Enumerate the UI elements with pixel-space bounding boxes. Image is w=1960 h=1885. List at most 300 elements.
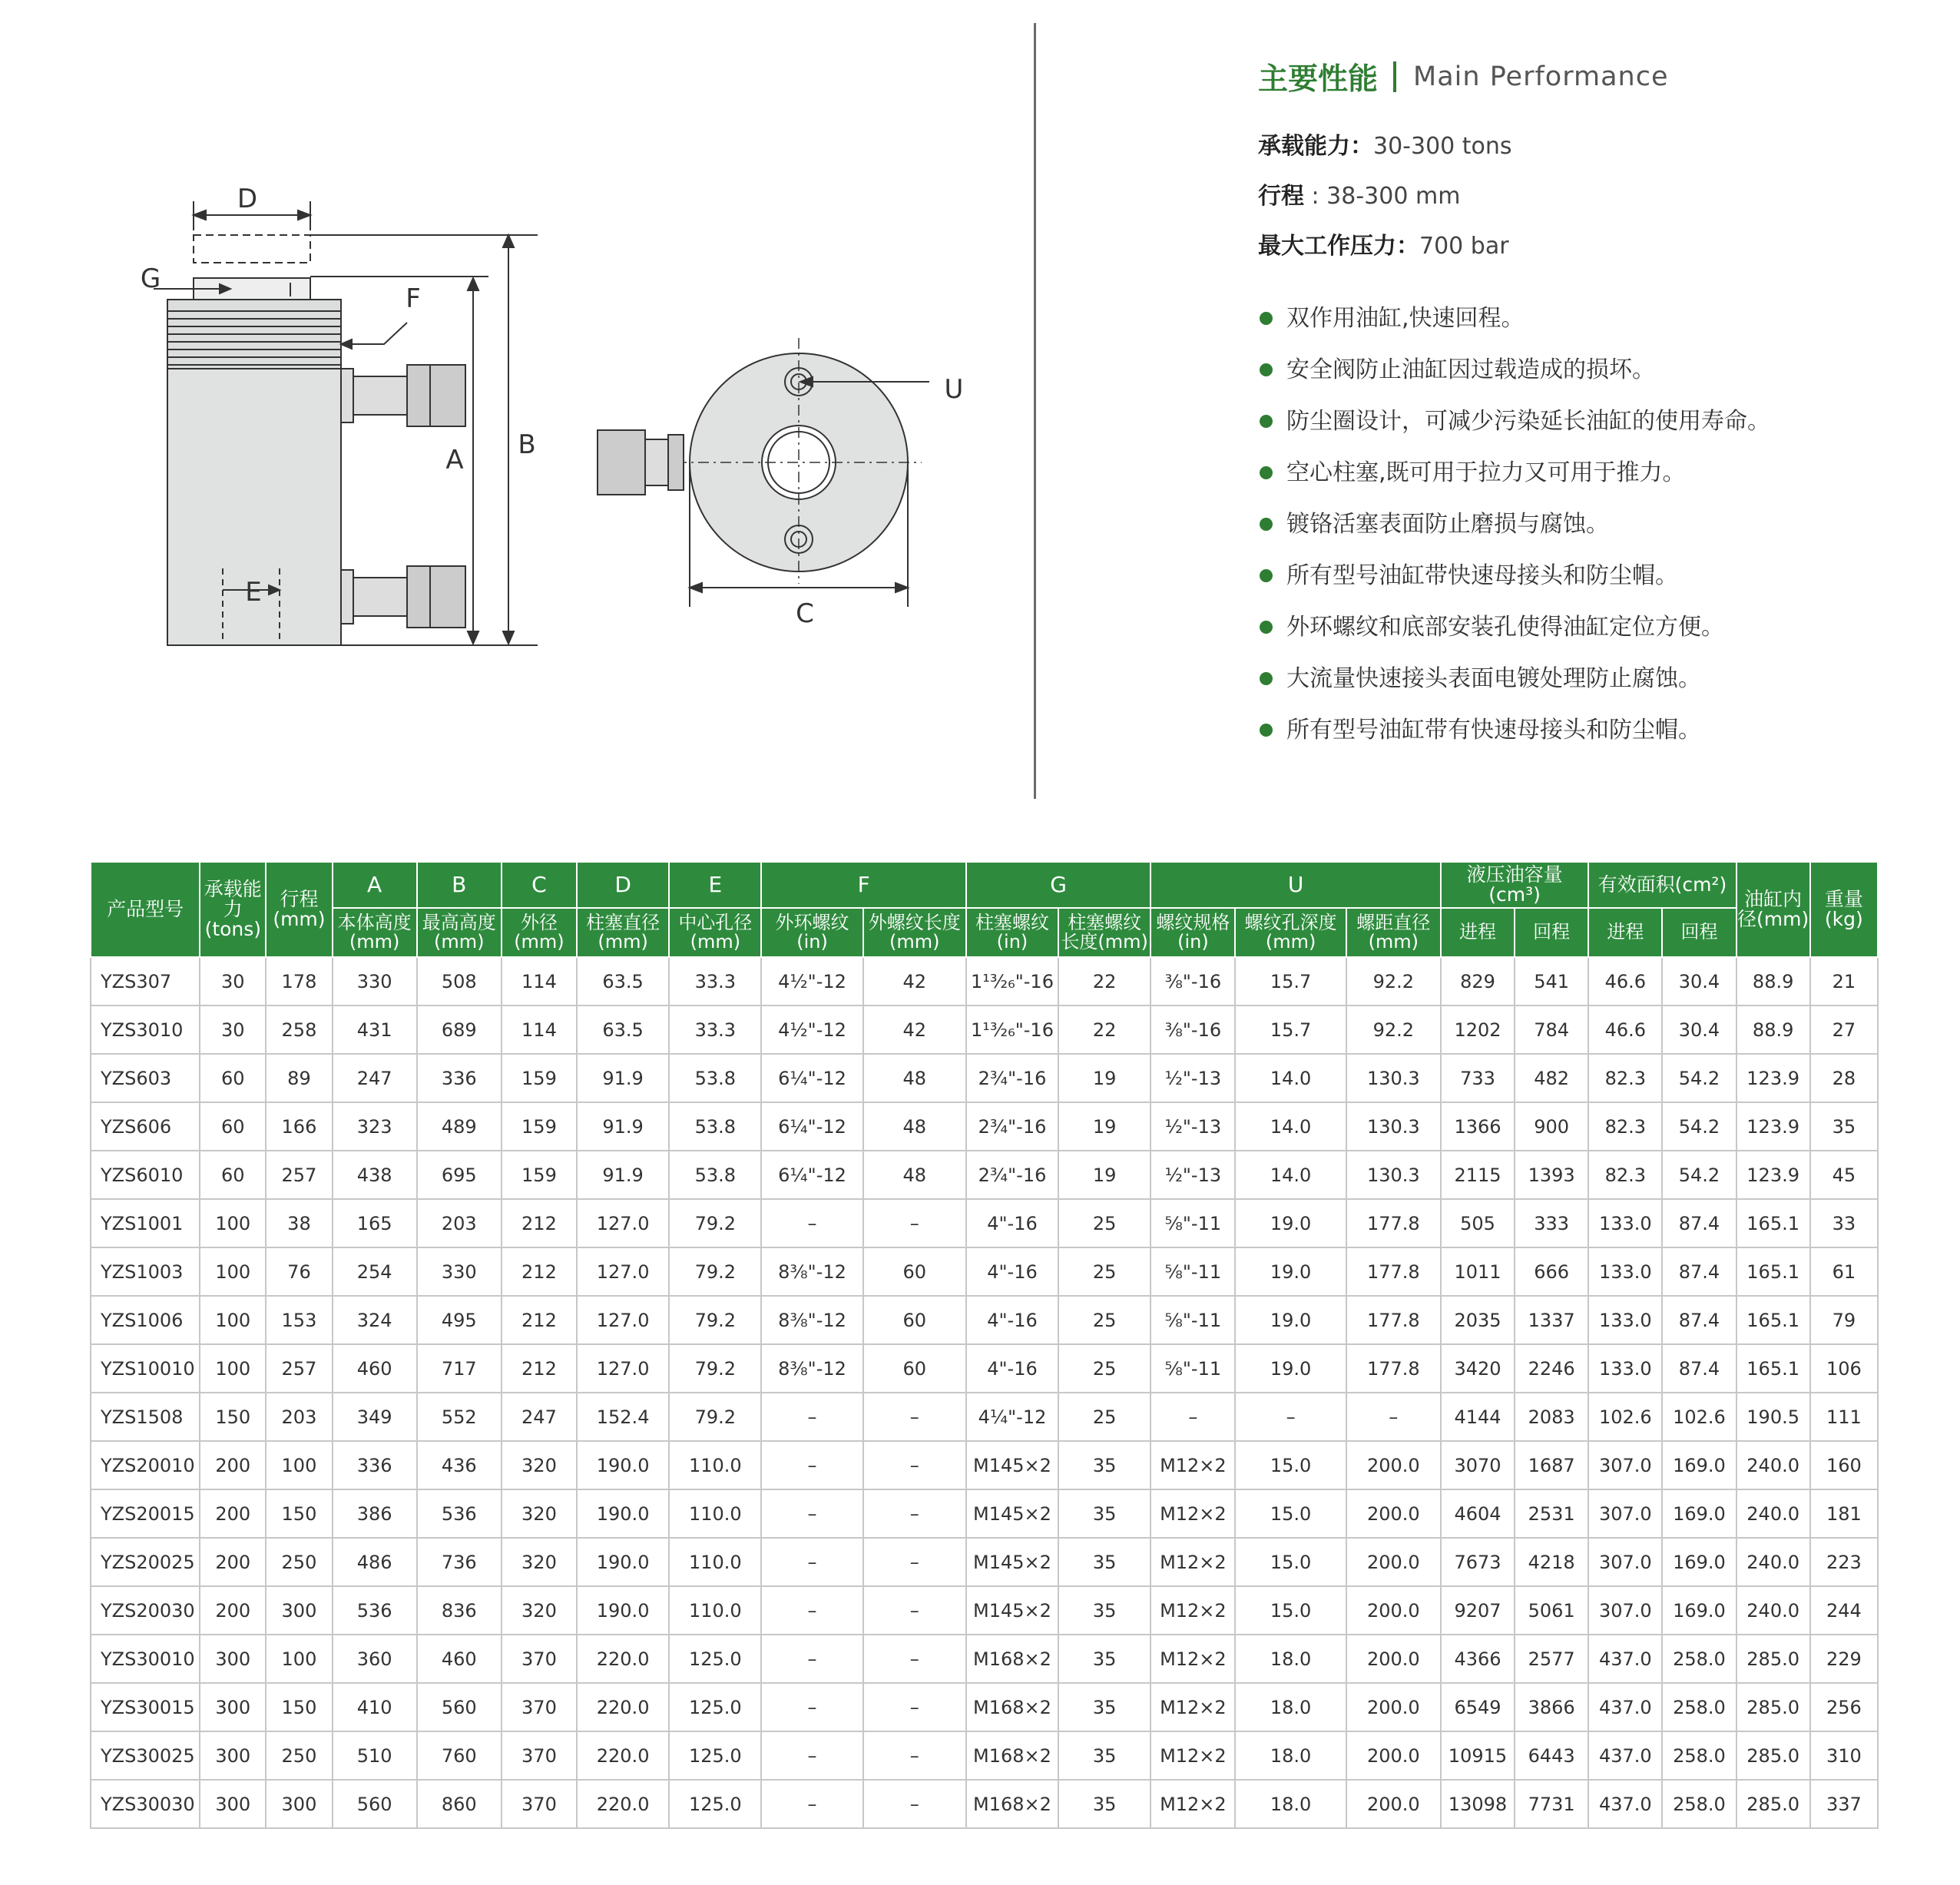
table-cell: 79.2: [669, 1247, 761, 1296]
table-cell: 240.0: [1737, 1586, 1810, 1635]
feature-text: 安全阀防止油缸因过载造成的损坏。: [1286, 356, 1655, 383]
table-cell: 3420: [1441, 1344, 1515, 1393]
table-cell: M145×2: [966, 1489, 1058, 1538]
subheader-area-advance: 进程: [1588, 908, 1662, 957]
table-cell: 106: [1810, 1344, 1878, 1393]
table-cell: 220.0: [577, 1731, 669, 1780]
table-cell: 45: [1810, 1151, 1878, 1199]
table-cell: –: [863, 1199, 966, 1247]
table-cell: –: [863, 1586, 966, 1635]
subheader-u2: 螺纹孔深度(mm): [1235, 908, 1346, 957]
table-cell: 4144: [1441, 1393, 1515, 1441]
table-cell: 30.4: [1662, 957, 1736, 1005]
table-cell: 35: [1058, 1780, 1151, 1828]
table-cell: 100: [200, 1296, 266, 1344]
bullet-icon: [1260, 672, 1273, 685]
label-u: U: [944, 374, 964, 405]
spec-label: 承载能力：: [1258, 133, 1373, 160]
table-cell: M168×2: [966, 1635, 1058, 1683]
table-cell: 127.0: [577, 1344, 669, 1393]
table-cell: 258.0: [1662, 1683, 1736, 1731]
table-cell: 320: [502, 1441, 577, 1489]
table-cell: 370: [502, 1731, 577, 1780]
bullet-icon: [1260, 363, 1273, 376]
table-cell: –: [761, 1393, 862, 1441]
feature-text: 防尘圈设计，可减少污染延长油缸的使用寿命。: [1286, 408, 1770, 435]
table-cell: 436: [417, 1441, 502, 1489]
table-cell: ½"-13: [1151, 1102, 1235, 1151]
spec-stroke: [1258, 171, 1934, 221]
table-cell: 79: [1810, 1296, 1878, 1344]
table-cell: 200.0: [1346, 1683, 1441, 1731]
table-cell: 177.8: [1346, 1344, 1441, 1393]
table-cell: 48: [863, 1151, 966, 1199]
table-cell: 536: [417, 1489, 502, 1538]
table-cell: 4½"-12: [761, 957, 862, 1005]
table-row: [91, 1151, 1878, 1199]
table-cell: 133.0: [1588, 1247, 1662, 1296]
table-cell: 33: [1810, 1199, 1878, 1247]
table-cell: 437.0: [1588, 1780, 1662, 1828]
table-cell: 190.0: [577, 1489, 669, 1538]
table-cell: 35: [1058, 1731, 1151, 1780]
table-cell: 285.0: [1737, 1780, 1810, 1828]
header-e: E: [669, 862, 761, 908]
table-cell: 247: [333, 1054, 417, 1102]
table-cell: –: [863, 1538, 966, 1586]
table-cell: –: [863, 1635, 966, 1683]
table-cell: 212: [502, 1247, 577, 1296]
table-cell: 300: [266, 1586, 332, 1635]
table-cell: –: [761, 1731, 862, 1780]
table-cell: –: [761, 1538, 862, 1586]
table-cell: 53.8: [669, 1151, 761, 1199]
table-cell: 30: [200, 1005, 266, 1054]
table-cell: 100: [200, 1344, 266, 1393]
table-cell: 200: [200, 1489, 266, 1538]
table-cell: 79.2: [669, 1344, 761, 1393]
table-cell: M145×2: [966, 1586, 1058, 1635]
table-cell: 123.9: [1737, 1151, 1810, 1199]
table-cell: 4"-16: [966, 1344, 1058, 1393]
table-cell: 35: [1058, 1538, 1151, 1586]
subheader-b: 最高高度(mm): [417, 908, 502, 957]
table-cell: 169.0: [1662, 1441, 1736, 1489]
table-cell: 229: [1810, 1635, 1878, 1683]
table-cell: 18.0: [1235, 1780, 1346, 1828]
table-cell: 177.8: [1346, 1296, 1441, 1344]
table-cell: 19: [1058, 1151, 1151, 1199]
table-cell: 35: [1058, 1683, 1151, 1731]
model-cell: YZS307: [91, 957, 200, 1005]
table-cell: 300: [200, 1683, 266, 1731]
table-cell: 190.5: [1737, 1393, 1810, 1441]
spec-capacity: [1258, 121, 1934, 171]
table-cell: 717: [417, 1344, 502, 1393]
table-cell: 125.0: [669, 1635, 761, 1683]
header-d: D: [577, 862, 669, 908]
table-cell: ⅜"-16: [1151, 1005, 1235, 1054]
table-cell: ⅝"-11: [1151, 1199, 1235, 1247]
model-cell: YZS20010: [91, 1441, 200, 1489]
table-cell: 91.9: [577, 1151, 669, 1199]
table-cell: 60: [200, 1102, 266, 1151]
table-cell: 254: [333, 1247, 417, 1296]
table-row: [91, 1538, 1878, 1586]
table-cell: 6¼"-12: [761, 1151, 862, 1199]
table-cell: 54.2: [1662, 1102, 1736, 1151]
table-cell: 2531: [1515, 1489, 1588, 1538]
feature-list: [1258, 293, 1934, 756]
table-cell: 2083: [1515, 1393, 1588, 1441]
table-cell: 165.1: [1737, 1296, 1810, 1344]
table-cell: 437.0: [1588, 1683, 1662, 1731]
table-cell: M145×2: [966, 1441, 1058, 1489]
table-cell: 337: [1810, 1780, 1878, 1828]
table-cell: 733: [1441, 1054, 1515, 1102]
table-cell: 91.9: [577, 1054, 669, 1102]
model-cell: YZS1006: [91, 1296, 200, 1344]
table-cell: 307.0: [1588, 1489, 1662, 1538]
table-cell: 1011: [1441, 1247, 1515, 1296]
table-cell: 2³⁄₄"-16: [966, 1102, 1058, 1151]
label-g: G: [140, 263, 161, 294]
table-cell: 784: [1515, 1005, 1588, 1054]
table-cell: 330: [333, 957, 417, 1005]
table-cell: 100: [200, 1247, 266, 1296]
table-cell: 1366: [1441, 1102, 1515, 1151]
table-cell: 82.3: [1588, 1054, 1662, 1102]
table-cell: ⅝"-11: [1151, 1344, 1235, 1393]
table-cell: 25: [1058, 1393, 1151, 1441]
table-cell: 89: [266, 1054, 332, 1102]
table-cell: 552: [417, 1393, 502, 1441]
table-cell: 60: [863, 1344, 966, 1393]
feature-text: 空心柱塞,既可用于拉力又可用于推力。: [1286, 459, 1686, 486]
table-cell: 220.0: [577, 1635, 669, 1683]
feature-text: 所有型号油缸带有快速母接头和防尘帽。: [1286, 717, 1701, 744]
table-cell: 125.0: [669, 1780, 761, 1828]
table-cell: 324: [333, 1296, 417, 1344]
table-cell: 61: [1810, 1247, 1878, 1296]
subheader-f1: 外环螺纹(in): [761, 908, 862, 957]
table-cell: –: [1346, 1393, 1441, 1441]
header-g: G: [966, 862, 1151, 908]
table-cell: 736: [417, 1538, 502, 1586]
table-cell: 2115: [1441, 1151, 1515, 1199]
table-cell: 247: [502, 1393, 577, 1441]
table-cell: –: [863, 1731, 966, 1780]
table-cell: 190.0: [577, 1441, 669, 1489]
table-cell: M168×2: [966, 1731, 1058, 1780]
table-cell: 28: [1810, 1054, 1878, 1102]
table-cell: ⅝"-11: [1151, 1247, 1235, 1296]
table-cell: –: [863, 1683, 966, 1731]
table-cell: 349: [333, 1393, 417, 1441]
cylinder-dimension-diagram: [0, 0, 1021, 768]
table-cell: 240.0: [1737, 1538, 1810, 1586]
table-cell: ⅝"-11: [1151, 1296, 1235, 1344]
table-cell: M145×2: [966, 1538, 1058, 1586]
table-cell: 25: [1058, 1344, 1151, 1393]
table-cell: 30: [200, 957, 266, 1005]
table-cell: 92.2: [1346, 957, 1441, 1005]
subheader-area-return: 回程: [1662, 908, 1736, 957]
table-cell: 165: [333, 1199, 417, 1247]
table-row: [91, 1586, 1878, 1635]
table-cell: 220.0: [577, 1683, 669, 1731]
feature-item: [1258, 550, 1934, 601]
table-cell: 4½"-12: [761, 1005, 862, 1054]
table-cell: 256: [1810, 1683, 1878, 1731]
table-cell: 33.3: [669, 957, 761, 1005]
table-cell: 79.2: [669, 1199, 761, 1247]
table-cell: 25: [1058, 1296, 1151, 1344]
table-cell: 2³⁄₄"-16: [966, 1151, 1058, 1199]
vertical-divider: [1034, 23, 1036, 799]
table-cell: 495: [417, 1296, 502, 1344]
table-cell: 560: [417, 1683, 502, 1731]
table-cell: 152.4: [577, 1393, 669, 1441]
table-cell: 244: [1810, 1586, 1878, 1635]
table-cell: 250: [266, 1538, 332, 1586]
subheader-f2: 外螺纹长度(mm): [863, 908, 966, 957]
spec-pressure: [1258, 221, 1934, 271]
table-cell: 438: [333, 1151, 417, 1199]
table-cell: 431: [333, 1005, 417, 1054]
header-u: U: [1151, 862, 1441, 908]
table-row: [91, 957, 1878, 1005]
table-cell: ½"-13: [1151, 1151, 1235, 1199]
bullet-icon: [1260, 312, 1273, 325]
table-cell: 200.0: [1346, 1586, 1441, 1635]
header-effective-area: 有效面积(cm²): [1588, 862, 1736, 908]
table-cell: –: [1151, 1393, 1235, 1441]
header-model: 产品型号: [91, 862, 200, 957]
table-cell: 18.0: [1235, 1683, 1346, 1731]
table-cell: 88.9: [1737, 957, 1810, 1005]
table-cell: 133.0: [1588, 1344, 1662, 1393]
table-cell: 333: [1515, 1199, 1588, 1247]
table-cell: 6¼"-12: [761, 1102, 862, 1151]
table-cell: 6443: [1515, 1731, 1588, 1780]
table-cell: M12×2: [1151, 1635, 1235, 1683]
table-cell: 110.0: [669, 1538, 761, 1586]
table-cell: 35: [1058, 1489, 1151, 1538]
table-cell: 169.0: [1662, 1538, 1736, 1586]
table-cell: 2035: [1441, 1296, 1515, 1344]
table-cell: 212: [502, 1199, 577, 1247]
table-cell: 159: [502, 1054, 577, 1102]
table-cell: 33.3: [669, 1005, 761, 1054]
spec-value: : 38-300 mm: [1304, 183, 1461, 210]
table-row: [91, 1199, 1878, 1247]
table-cell: 111: [1810, 1393, 1878, 1441]
table-row: [91, 1393, 1878, 1441]
table-cell: 169.0: [1662, 1586, 1736, 1635]
table-cell: –: [863, 1393, 966, 1441]
table-cell: 48: [863, 1054, 966, 1102]
table-cell: 160: [1810, 1441, 1878, 1489]
table-cell: 150: [200, 1393, 266, 1441]
table-cell: –: [761, 1780, 862, 1828]
table-cell: 510: [333, 1731, 417, 1780]
table-cell: 133.0: [1588, 1199, 1662, 1247]
table-cell: 35: [1810, 1102, 1878, 1151]
subheader-oil-return: 回程: [1515, 908, 1588, 957]
feature-text: 所有型号油缸带快速母接头和防尘帽。: [1286, 562, 1678, 589]
table-cell: 489: [417, 1102, 502, 1151]
table-cell: 14.0: [1235, 1151, 1346, 1199]
feature-item: [1258, 447, 1934, 499]
table-cell: 320: [502, 1586, 577, 1635]
table-cell: 165.1: [1737, 1199, 1810, 1247]
bullet-icon: [1260, 518, 1273, 531]
model-cell: YZS30010: [91, 1635, 200, 1683]
table-cell: 1¹³⁄₂₆"-16: [966, 957, 1058, 1005]
table-cell: 110.0: [669, 1441, 761, 1489]
model-cell: YZS1001: [91, 1199, 200, 1247]
table-cell: –: [1235, 1393, 1346, 1441]
table-cell: 200.0: [1346, 1780, 1441, 1828]
table-cell: 695: [417, 1151, 502, 1199]
model-cell: YZS20025: [91, 1538, 200, 1586]
table-cell: 1393: [1515, 1151, 1588, 1199]
feature-item: [1258, 704, 1934, 756]
table-cell: 60: [863, 1296, 966, 1344]
header-a: A: [333, 862, 417, 908]
table-cell: 203: [417, 1199, 502, 1247]
table-cell: 22: [1058, 957, 1151, 1005]
table-cell: 87.4: [1662, 1247, 1736, 1296]
table-cell: 7731: [1515, 1780, 1588, 1828]
feature-text: 镀铬活塞表面防止磨损与腐蚀。: [1286, 511, 1609, 538]
table-cell: 4¹⁄₄"-12: [966, 1393, 1058, 1441]
bullet-icon: [1260, 466, 1273, 479]
table-cell: 30.4: [1662, 1005, 1736, 1054]
table-cell: 25: [1058, 1247, 1151, 1296]
table-cell: 460: [333, 1344, 417, 1393]
table-cell: 165.1: [1737, 1344, 1810, 1393]
table-cell: 19.0: [1235, 1199, 1346, 1247]
header-f: F: [761, 862, 965, 908]
table-row: [91, 1005, 1878, 1054]
table-cell: 14.0: [1235, 1054, 1346, 1102]
table-cell: 285.0: [1737, 1683, 1810, 1731]
table-cell: –: [863, 1441, 966, 1489]
table-cell: 165.1: [1737, 1247, 1810, 1296]
table-cell: 200: [200, 1586, 266, 1635]
table-cell: 505: [1441, 1199, 1515, 1247]
model-cell: YZS10010: [91, 1344, 200, 1393]
table-cell: 320: [502, 1538, 577, 1586]
table-cell: 560: [333, 1780, 417, 1828]
table-cell: 15.7: [1235, 1005, 1346, 1054]
table-cell: –: [761, 1586, 862, 1635]
table-cell: 87.4: [1662, 1296, 1736, 1344]
table-cell: 87.4: [1662, 1199, 1736, 1247]
subheader-u1: 螺纹规格(in): [1151, 908, 1235, 957]
table-cell: 240.0: [1737, 1441, 1810, 1489]
table-cell: 2577: [1515, 1635, 1588, 1683]
table-cell: 836: [417, 1586, 502, 1635]
table-cell: 46.6: [1588, 1005, 1662, 1054]
table-cell: 15.0: [1235, 1538, 1346, 1586]
table-cell: 7673: [1441, 1538, 1515, 1586]
header-stroke: 行程(mm): [266, 862, 332, 957]
table-cell: 460: [417, 1635, 502, 1683]
table-cell: 220.0: [577, 1780, 669, 1828]
header-capacity: 承载能力(tons): [200, 862, 266, 957]
table-cell: 258.0: [1662, 1731, 1736, 1780]
feature-text: 大流量快速接头表面电镀处理防止腐蚀。: [1286, 665, 1701, 692]
table-cell: 130.3: [1346, 1102, 1441, 1151]
table-cell: 130.3: [1346, 1151, 1441, 1199]
table-cell: 123.9: [1737, 1054, 1810, 1102]
table-cell: 35: [1058, 1586, 1151, 1635]
table-cell: 285.0: [1737, 1731, 1810, 1780]
table-cell: 323: [333, 1102, 417, 1151]
table-cell: 285.0: [1737, 1635, 1810, 1683]
table-cell: 18.0: [1235, 1635, 1346, 1683]
title-zh: 主要性能: [1258, 62, 1379, 97]
table-cell: 159: [502, 1151, 577, 1199]
bullet-icon: [1260, 621, 1273, 634]
table-cell: –: [761, 1683, 862, 1731]
table-cell: 5061: [1515, 1586, 1588, 1635]
spec-value: 30-300 tons: [1373, 133, 1512, 160]
table-cell: 177.8: [1346, 1247, 1441, 1296]
table-cell: 54.2: [1662, 1151, 1736, 1199]
table-cell: 100: [266, 1635, 332, 1683]
table-cell: 22: [1058, 1005, 1151, 1054]
table-cell: –: [761, 1635, 862, 1683]
table-cell: 486: [333, 1538, 417, 1586]
table-cell: 60: [200, 1054, 266, 1102]
table-cell: 8⅜"-12: [761, 1344, 862, 1393]
table-cell: 150: [266, 1489, 332, 1538]
table-cell: 102.6: [1588, 1393, 1662, 1441]
table-cell: 200: [200, 1441, 266, 1489]
table-cell: 360: [333, 1635, 417, 1683]
table-cell: 6¼"-12: [761, 1054, 862, 1102]
table-cell: 100: [266, 1441, 332, 1489]
table-cell: 123.9: [1737, 1102, 1810, 1151]
table-row: [91, 1635, 1878, 1683]
model-cell: YZS30025: [91, 1731, 200, 1780]
subheader-g1: 柱塞螺纹(in): [966, 908, 1058, 957]
table-cell: 35: [1058, 1441, 1151, 1489]
table-cell: 1202: [1441, 1005, 1515, 1054]
table-cell: –: [863, 1489, 966, 1538]
table-cell: 829: [1441, 957, 1515, 1005]
table-cell: 114: [502, 957, 577, 1005]
table-cell: 3866: [1515, 1683, 1588, 1731]
table-cell: 127.0: [577, 1199, 669, 1247]
table-cell: 410: [333, 1683, 417, 1731]
table-cell: 177.8: [1346, 1199, 1441, 1247]
header-c: C: [502, 862, 577, 908]
table-cell: 127.0: [577, 1296, 669, 1344]
feature-item: [1258, 293, 1934, 344]
table-cell: 46.6: [1588, 957, 1662, 1005]
table-cell: 159: [502, 1102, 577, 1151]
table-cell: 27: [1810, 1005, 1878, 1054]
table-cell: 19: [1058, 1102, 1151, 1151]
feature-item: [1258, 396, 1934, 447]
table-cell: 42: [863, 957, 966, 1005]
model-cell: YZS606: [91, 1102, 200, 1151]
